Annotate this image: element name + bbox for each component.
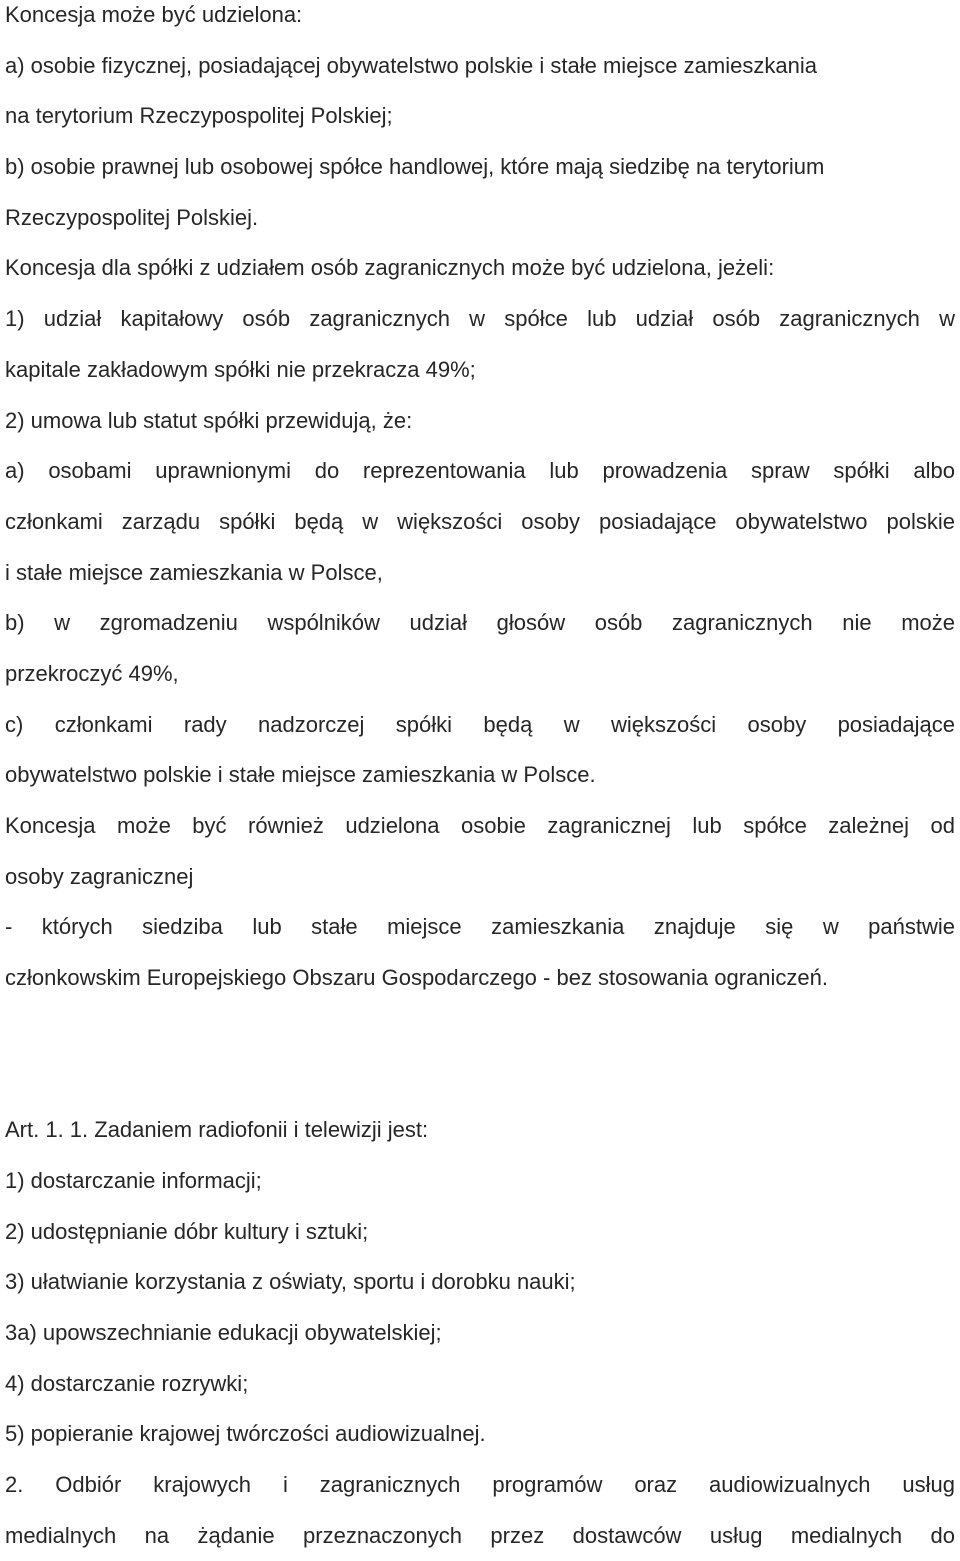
text-line: członkowskim Europejskiego Obszaru Gospodarczego - bez stosowania ograniczeń. bbox=[5, 965, 828, 991]
text-line: 2) umowa lub statut spółki przewidują, że: bbox=[5, 407, 413, 433]
text-line: członkami zarządu spółki będą w większości osoby posiadające obywatelstwo polskie bbox=[5, 508, 955, 534]
section-foreign-shareholders bbox=[5, 243, 955, 801]
text-line: b) osobie prawnej lub osobowej spółce handlowej, które mają siedzibę na terytorium bbox=[5, 154, 825, 180]
text-line: a) osobie fizycznej, posiadającej obywatelstwo polskie i stałe miejsce zamieszkania bbox=[5, 52, 817, 78]
text-line: osoby zagranicznej bbox=[5, 863, 194, 889]
list-item: 3a) upowszechnianie edukacji obywatelskiej; bbox=[5, 1319, 442, 1345]
text-line: kapitale zakładowym spółki nie przekracza 49%; bbox=[5, 356, 476, 382]
text-line: - których siedziba lub stałe miejsce zamieszkania znajduje się w państwie bbox=[5, 914, 955, 940]
section-article-1 bbox=[5, 1105, 955, 1561]
text-line: b) w zgromadzeniu wspólników udział głosów osób zagranicznych nie może bbox=[5, 610, 955, 636]
list-item: 1) dostarczanie informacji; bbox=[5, 1167, 262, 1193]
list-item: 3) ułatwianie korzystania z oświaty, sportu i dorobku nauki; bbox=[5, 1269, 576, 1295]
text-line: Koncesja może być również udzielona osobie zagranicznej lub spółce zależnej od bbox=[5, 813, 955, 838]
article-heading: Art. 1. 1. Zadaniem radiofonii i telewizji jest: bbox=[5, 1117, 429, 1143]
section-concession-eligibility bbox=[5, 0, 955, 243]
text-line: 2. Odbiór krajowych i zagranicznych programów oraz audiowizualnych usług bbox=[5, 1471, 955, 1497]
paragraph-gap bbox=[5, 1004, 955, 1105]
list-item: 2) udostępnianie dóbr kultury i sztuki; bbox=[5, 1218, 369, 1244]
text-line: obywatelstwo polskie i stałe miejsce zamieszkania w Polsce. bbox=[5, 762, 596, 788]
section-eea-exception bbox=[5, 801, 955, 1004]
text-line: a) osobami uprawnionymi do reprezentowania lub prowadzenia spraw spółki albo bbox=[5, 458, 955, 484]
text-line: Rzeczypospolitej Polskiej. bbox=[5, 204, 259, 230]
text-line: i stałe miejsce zamieszkania w Polsce, bbox=[5, 559, 383, 585]
text-line: Koncesja dla spółki z udziałem osób zagranicznych może być udzielona, jeżeli: bbox=[5, 255, 775, 281]
text-line: medialnych na żądanie przeznaczonych przez dostawców usług medialnych do bbox=[5, 1522, 955, 1548]
text-line: c) członkami rady nadzorczej spółki będą w większości osoby posiadające bbox=[5, 711, 955, 737]
list-item: 4) dostarczanie rozrywki; bbox=[5, 1370, 249, 1396]
text-line: 1) udział kapitałowy osób zagranicznych w spółce lub udział osób zagranicznych w bbox=[5, 306, 955, 332]
text-line: na terytorium Rzeczypospolitej Polskiej; bbox=[5, 103, 393, 129]
list-item: 5) popieranie krajowej twórczości audiowizualnej. bbox=[5, 1421, 486, 1447]
text-line: Koncesja może być udzielona: bbox=[5, 2, 303, 27]
text-line: przekroczyć 49%, bbox=[5, 660, 179, 686]
